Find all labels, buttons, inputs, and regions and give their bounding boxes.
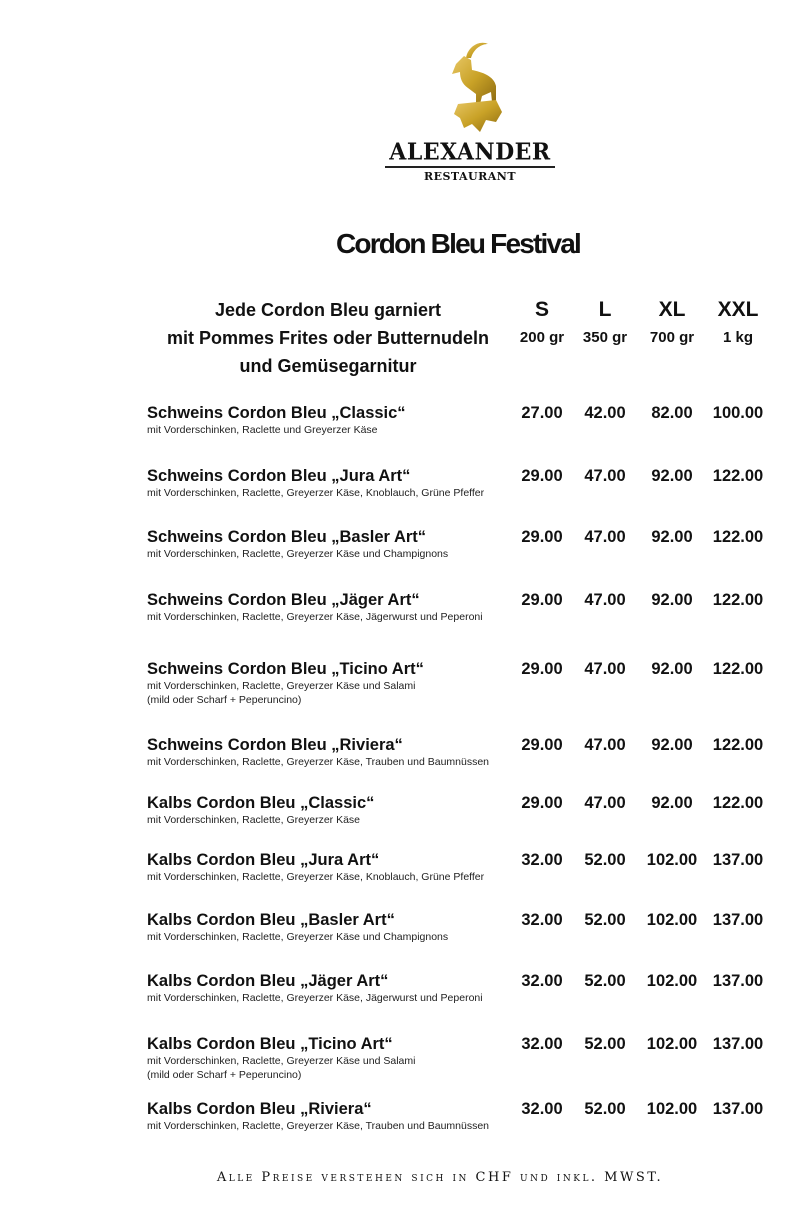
item-description: mit Vorderschinken, Raclette, Greyerzer Käse, Trauben und Baumnüssen	[147, 1120, 490, 1132]
item-description: mit Vorderschinken, Raclette, Greyerzer Käse, Trauben und Baumnüssen	[147, 756, 490, 768]
price-l: 47.00	[584, 736, 626, 754]
price-s: 29.00	[521, 591, 563, 609]
item-name: Kalbs Cordon Bleu „Basler Art“	[147, 911, 395, 929]
price-xxl: 122.00	[712, 591, 764, 609]
menu-item	[147, 1034, 787, 1082]
item-name: Kalbs Cordon Bleu „Riviera“	[147, 1100, 372, 1118]
price-xl: 92.00	[651, 794, 693, 812]
menu-item	[147, 466, 787, 500]
price-xxl: 137.00	[712, 911, 764, 929]
price-xl: 92.00	[651, 736, 693, 754]
size-weight: 1 kg	[722, 329, 753, 346]
size-header-xxl	[703, 296, 773, 352]
size-label: XL	[658, 298, 686, 321]
price-xl: 102.00	[646, 851, 698, 869]
price-s: 29.00	[521, 794, 563, 812]
size-weight: 200 gr	[519, 329, 565, 346]
size-label: S	[534, 298, 549, 321]
price-l: 52.00	[584, 851, 626, 869]
item-name: Schweins Cordon Bleu „Jäger Art“	[147, 591, 420, 609]
item-description: mit Vorderschinken, Raclette und Greyerzer Käse	[147, 424, 378, 436]
price-xl: 102.00	[646, 972, 698, 990]
item-name: Schweins Cordon Bleu „Jura Art“	[147, 467, 411, 485]
menu-item	[147, 793, 787, 827]
menu-item	[147, 403, 787, 437]
item-name: Kalbs Cordon Bleu „Classic“	[147, 794, 375, 812]
size-weight: 350 gr	[582, 329, 628, 346]
price-s: 32.00	[521, 1035, 563, 1053]
item-description: mit Vorderschinken, Raclette, Greyerzer Käse und Champignons	[147, 548, 449, 560]
price-l: 52.00	[584, 1100, 626, 1118]
price-xl: 102.00	[646, 1100, 698, 1118]
price-xxl: 122.00	[712, 794, 764, 812]
price-xl: 102.00	[646, 911, 698, 929]
item-name: Kalbs Cordon Bleu „Jura Art“	[147, 851, 380, 869]
price-xl: 82.00	[651, 404, 693, 422]
item-description: (mild oder Scharf + Peperuncino)	[147, 1069, 302, 1081]
price-s: 32.00	[521, 911, 563, 929]
price-xl: 92.00	[651, 467, 693, 485]
price-l: 42.00	[584, 404, 626, 422]
restaurant-logo	[380, 38, 560, 188]
price-l: 47.00	[584, 467, 626, 485]
item-description: mit Vorderschinken, Raclette, Greyerzer Käse, Knoblauch, Grüne Pfeffer	[147, 871, 485, 883]
menu-item	[147, 971, 787, 1005]
price-l: 52.00	[584, 972, 626, 990]
item-description: mit Vorderschinken, Raclette, Greyerzer Käse, Knoblauch, Grüne Pfeffer	[147, 487, 485, 499]
menu-item	[147, 1099, 787, 1133]
item-name: Schweins Cordon Bleu „Classic“	[147, 404, 406, 422]
price-s: 29.00	[521, 660, 563, 678]
menu-item	[147, 735, 787, 769]
brand-subtitle: RESTAURANT	[423, 170, 517, 183]
price-l: 47.00	[584, 528, 626, 546]
size-header-xl	[637, 296, 707, 352]
price-xxl: 122.00	[712, 528, 764, 546]
item-name: Kalbs Cordon Bleu „Ticino Art“	[147, 1035, 393, 1053]
item-description: mit Vorderschinken, Raclette, Greyerzer Käse, Jägerwurst und Peperoni	[147, 992, 483, 1004]
ibex-goat-icon	[438, 38, 508, 143]
intro-text	[140, 296, 516, 380]
price-xxl: 122.00	[712, 660, 764, 678]
price-xxl: 122.00	[712, 467, 764, 485]
price-xl: 102.00	[646, 1035, 698, 1053]
item-description: mit Vorderschinken, Raclette, Greyerzer Käse, Jägerwurst und Peperoni	[147, 611, 483, 623]
page-title: Cordon Bleu Festival	[335, 228, 581, 259]
price-l: 52.00	[584, 1035, 626, 1053]
intro-line: Jede Cordon Bleu garniert	[214, 300, 442, 320]
price-s: 27.00	[521, 404, 563, 422]
price-footnote: Alle Preise verstehen sich in CHF und inkl. MWST.	[216, 1170, 664, 1185]
intro-line: mit Pommes Frites oder Butternudeln	[166, 328, 490, 348]
item-name: Schweins Cordon Bleu „Basler Art“	[147, 528, 427, 546]
price-xl: 92.00	[651, 528, 693, 546]
price-s: 32.00	[521, 972, 563, 990]
price-l: 47.00	[584, 591, 626, 609]
item-description: mit Vorderschinken, Raclette, Greyerzer Käse und Salami	[147, 1055, 416, 1067]
item-description: mit Vorderschinken, Raclette, Greyerzer Käse	[147, 814, 361, 826]
menu-item	[147, 850, 787, 884]
intro-line: und Gemüsegarnitur	[239, 356, 417, 376]
price-s: 32.00	[521, 1100, 563, 1118]
price-xxl: 137.00	[712, 972, 764, 990]
size-label: XXL	[717, 298, 759, 321]
price-l: 52.00	[584, 911, 626, 929]
price-xl: 92.00	[651, 591, 693, 609]
item-name: Schweins Cordon Bleu „Ticino Art“	[147, 660, 424, 678]
price-l: 47.00	[584, 660, 626, 678]
price-xxl: 137.00	[712, 851, 764, 869]
price-s: 32.00	[521, 851, 563, 869]
price-s: 29.00	[521, 528, 563, 546]
price-xxl: 137.00	[712, 1035, 764, 1053]
menu-item	[147, 910, 787, 944]
item-description: mit Vorderschinken, Raclette, Greyerzer Käse und Salami	[147, 680, 416, 692]
menu-item	[147, 659, 787, 707]
price-s: 29.00	[521, 467, 563, 485]
item-description: mit Vorderschinken, Raclette, Greyerzer Käse und Champignons	[147, 931, 449, 943]
size-weight: 700 gr	[649, 329, 695, 346]
item-description: (mild oder Scharf + Peperuncino)	[147, 694, 302, 706]
brand-divider	[385, 166, 555, 168]
price-xxl: 137.00	[712, 1100, 764, 1118]
price-l: 47.00	[584, 794, 626, 812]
item-name: Schweins Cordon Bleu „Riviera“	[147, 736, 403, 754]
price-xl: 92.00	[651, 660, 693, 678]
size-label: L	[598, 298, 612, 321]
menu-item	[147, 590, 787, 624]
menu-item	[147, 527, 787, 561]
size-header-s	[507, 296, 577, 352]
price-xxl: 100.00	[712, 404, 764, 422]
size-header-l	[570, 296, 640, 352]
price-s: 29.00	[521, 736, 563, 754]
price-xxl: 122.00	[712, 736, 764, 754]
item-name: Kalbs Cordon Bleu „Jäger Art“	[147, 972, 389, 990]
brand-name: ALEXANDER	[389, 138, 551, 166]
